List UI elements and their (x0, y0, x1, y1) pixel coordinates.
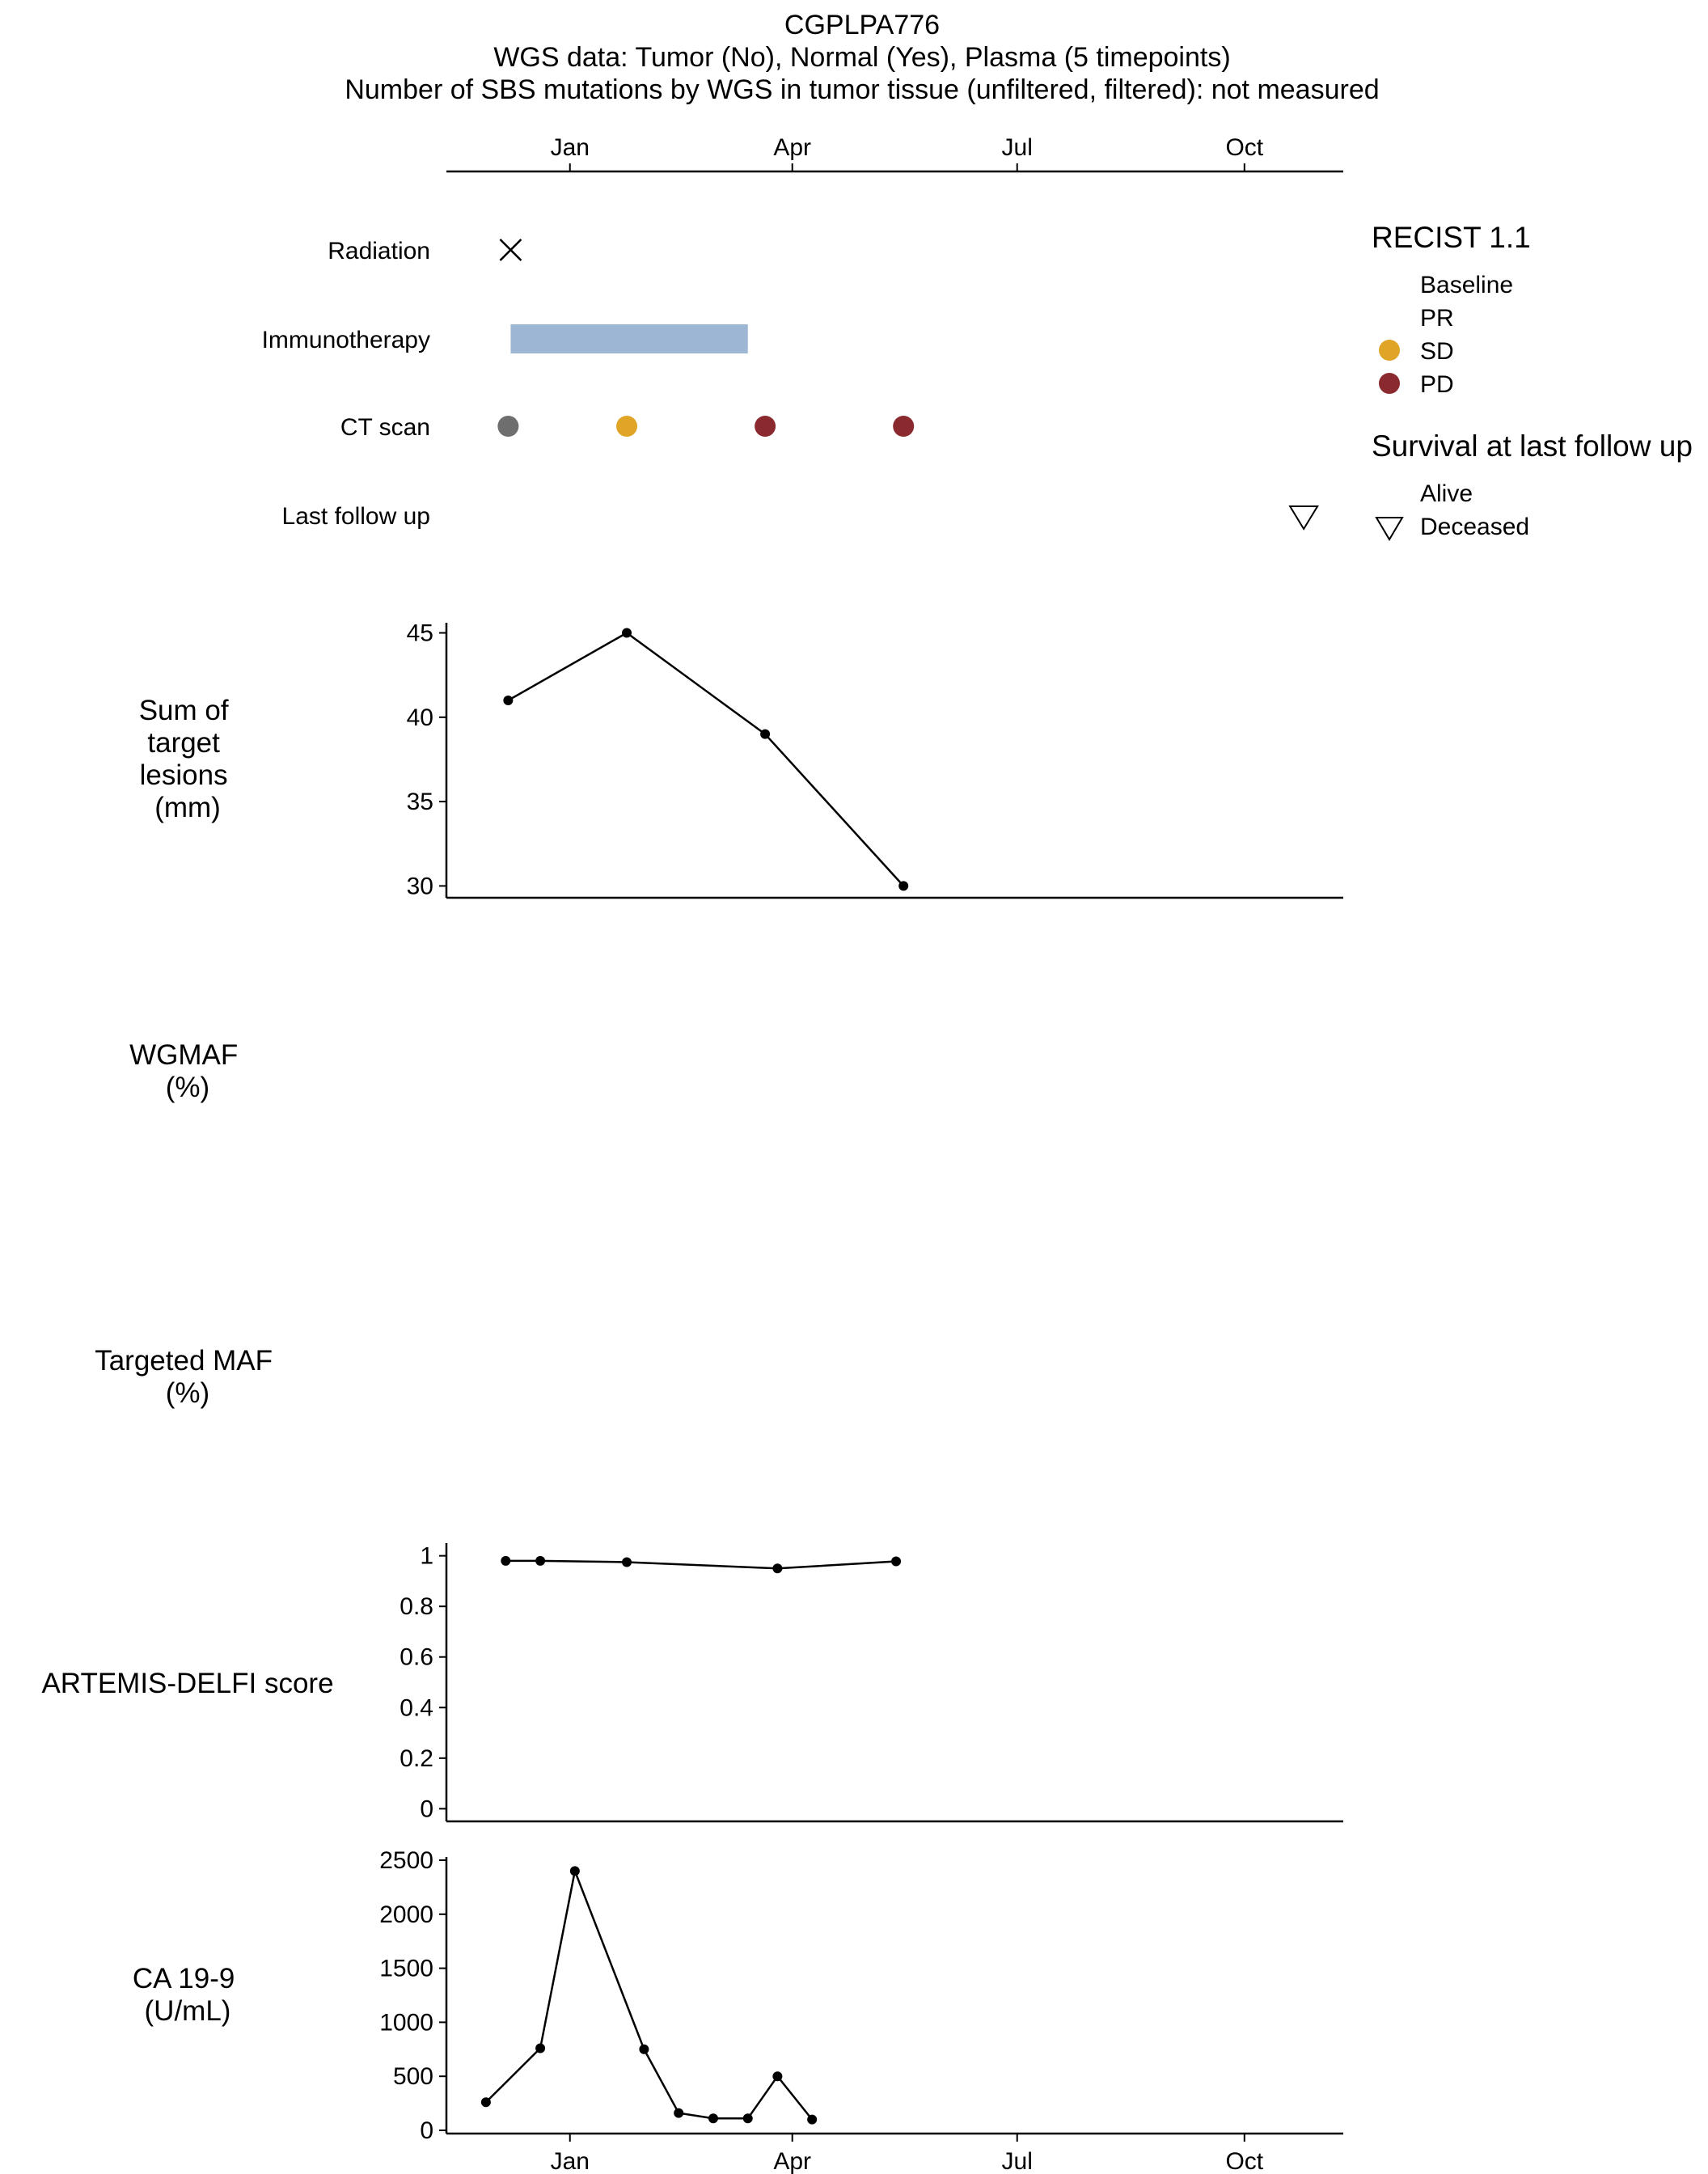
ca199-y-tick-label: 500 (392, 2063, 433, 2091)
artemis-series-line (505, 1561, 896, 1568)
radiation-x-marker (500, 239, 521, 260)
top-time-tick-label: Apr (773, 134, 812, 161)
row-label-immunotherapy: Immunotherapy (261, 327, 430, 353)
ca199-data-point (708, 2113, 718, 2123)
artemis-data-point (622, 1557, 632, 1567)
lesions-axis-label: Sum of target lesions (mm) (138, 695, 229, 823)
legend-swatch-sd (1379, 340, 1400, 361)
ca199-data-point (570, 1866, 580, 1876)
top-time-tick-label: Jan (550, 134, 590, 161)
top-time-tick-label: Oct (1225, 134, 1264, 161)
lesions-data-point (503, 696, 513, 705)
artemis-y-tick-label: 0 (420, 1795, 433, 1823)
legend (1372, 221, 1693, 540)
lesions-y-tick-label: 45 (406, 620, 433, 647)
last-follow-up-triangle (1290, 506, 1317, 529)
ca199-y-tick-label: 0 (420, 2117, 433, 2144)
wgmaf-axis-label: WGMAF (%) (129, 1039, 239, 1103)
legend-label-pd: PD (1420, 371, 1454, 398)
ca199-x-tick-label: Jul (1001, 2148, 1033, 2174)
ca199-y-tick-label: 2000 (379, 1901, 433, 1928)
legend-label-pr: PR (1420, 305, 1454, 332)
chart-subtitle-1: WGS data: Tumor (No), Normal (Yes), Plasma (5 timepoints) (493, 42, 1231, 73)
row-label-last-follow-up: Last follow up (281, 503, 430, 530)
chart-title: CGPLPA776 (784, 10, 941, 40)
legend-label-baseline: Baseline (1420, 272, 1514, 298)
lesions-data-point (898, 881, 908, 890)
artemis-data-point (891, 1557, 901, 1567)
artemis-y-tick-label: 1 (420, 1542, 433, 1570)
ca199-data-point (639, 2045, 649, 2054)
ca199-data-point (481, 2097, 491, 2107)
lesions-data-point (760, 730, 770, 739)
lesions-y-tick-label: 40 (406, 704, 433, 731)
legend-title-survival: Survival at last follow up (1372, 429, 1693, 463)
ca199-data-point (743, 2113, 753, 2123)
legend-label-alive: Alive (1420, 480, 1473, 507)
legend-label-sd: SD (1420, 338, 1454, 365)
top-time-tick-label: Jul (1001, 134, 1033, 161)
ca199-data-point (674, 2108, 683, 2118)
ca199-y-tick-label: 2500 (379, 1847, 433, 1875)
chart-subtitle-2: Number of SBS mutations by WGS in tumor tissue (unfiltered, filtered): not measured (345, 74, 1380, 105)
row-label-ct-scan: CT scan (340, 414, 430, 441)
immunotherapy-bar (510, 324, 747, 353)
artemis-y-tick-label: 0.2 (400, 1745, 433, 1772)
ca199-x-tick-label: Apr (773, 2148, 812, 2174)
legend-swatch-pd (1379, 373, 1400, 394)
ct-scan-dot (893, 416, 914, 437)
legend-triangle-down-icon (1376, 518, 1402, 539)
artemis-y-tick-label: 0.6 (400, 1643, 433, 1671)
ca199-axis-label: CA 19-9 (U/mL) (132, 1963, 235, 2027)
ca199-data-point (772, 2071, 782, 2081)
lesions-series-line (508, 633, 903, 886)
artemis-data-point (535, 1556, 545, 1566)
ca199-series-line (486, 1871, 812, 2119)
legend-label-deceased: Deceased (1420, 514, 1530, 540)
ca199-data-point (535, 2043, 545, 2053)
row-label-radiation: Radiation (328, 238, 430, 264)
ca199-x-tick-label: Jan (550, 2148, 590, 2174)
chart-marks (379, 134, 1343, 2174)
legend-title-recist: RECIST 1.1 (1372, 221, 1531, 254)
artemis-axis-label: ARTEMIS-DELFI score (41, 1668, 334, 1699)
ct-scan-dot (755, 416, 776, 437)
ca199-y-tick-label: 1500 (379, 1955, 433, 1982)
lesions-y-tick-label: 35 (406, 789, 433, 816)
ct-scan-dot (616, 416, 637, 437)
ca199-y-tick-label: 1000 (379, 2009, 433, 2037)
artemis-data-point (772, 1563, 782, 1573)
ca199-data-point (807, 2115, 817, 2125)
ct-scan-dot (497, 416, 518, 437)
lesions-y-tick-label: 30 (406, 873, 433, 900)
artemis-data-point (501, 1556, 510, 1566)
lesions-data-point (622, 628, 632, 638)
artemis-y-tick-label: 0.8 (400, 1593, 433, 1621)
targeted-maf-axis-label: Targeted MAF (%) (95, 1345, 273, 1409)
ca199-x-tick-label: Oct (1225, 2148, 1264, 2174)
artemis-y-tick-label: 0.4 (400, 1694, 433, 1722)
